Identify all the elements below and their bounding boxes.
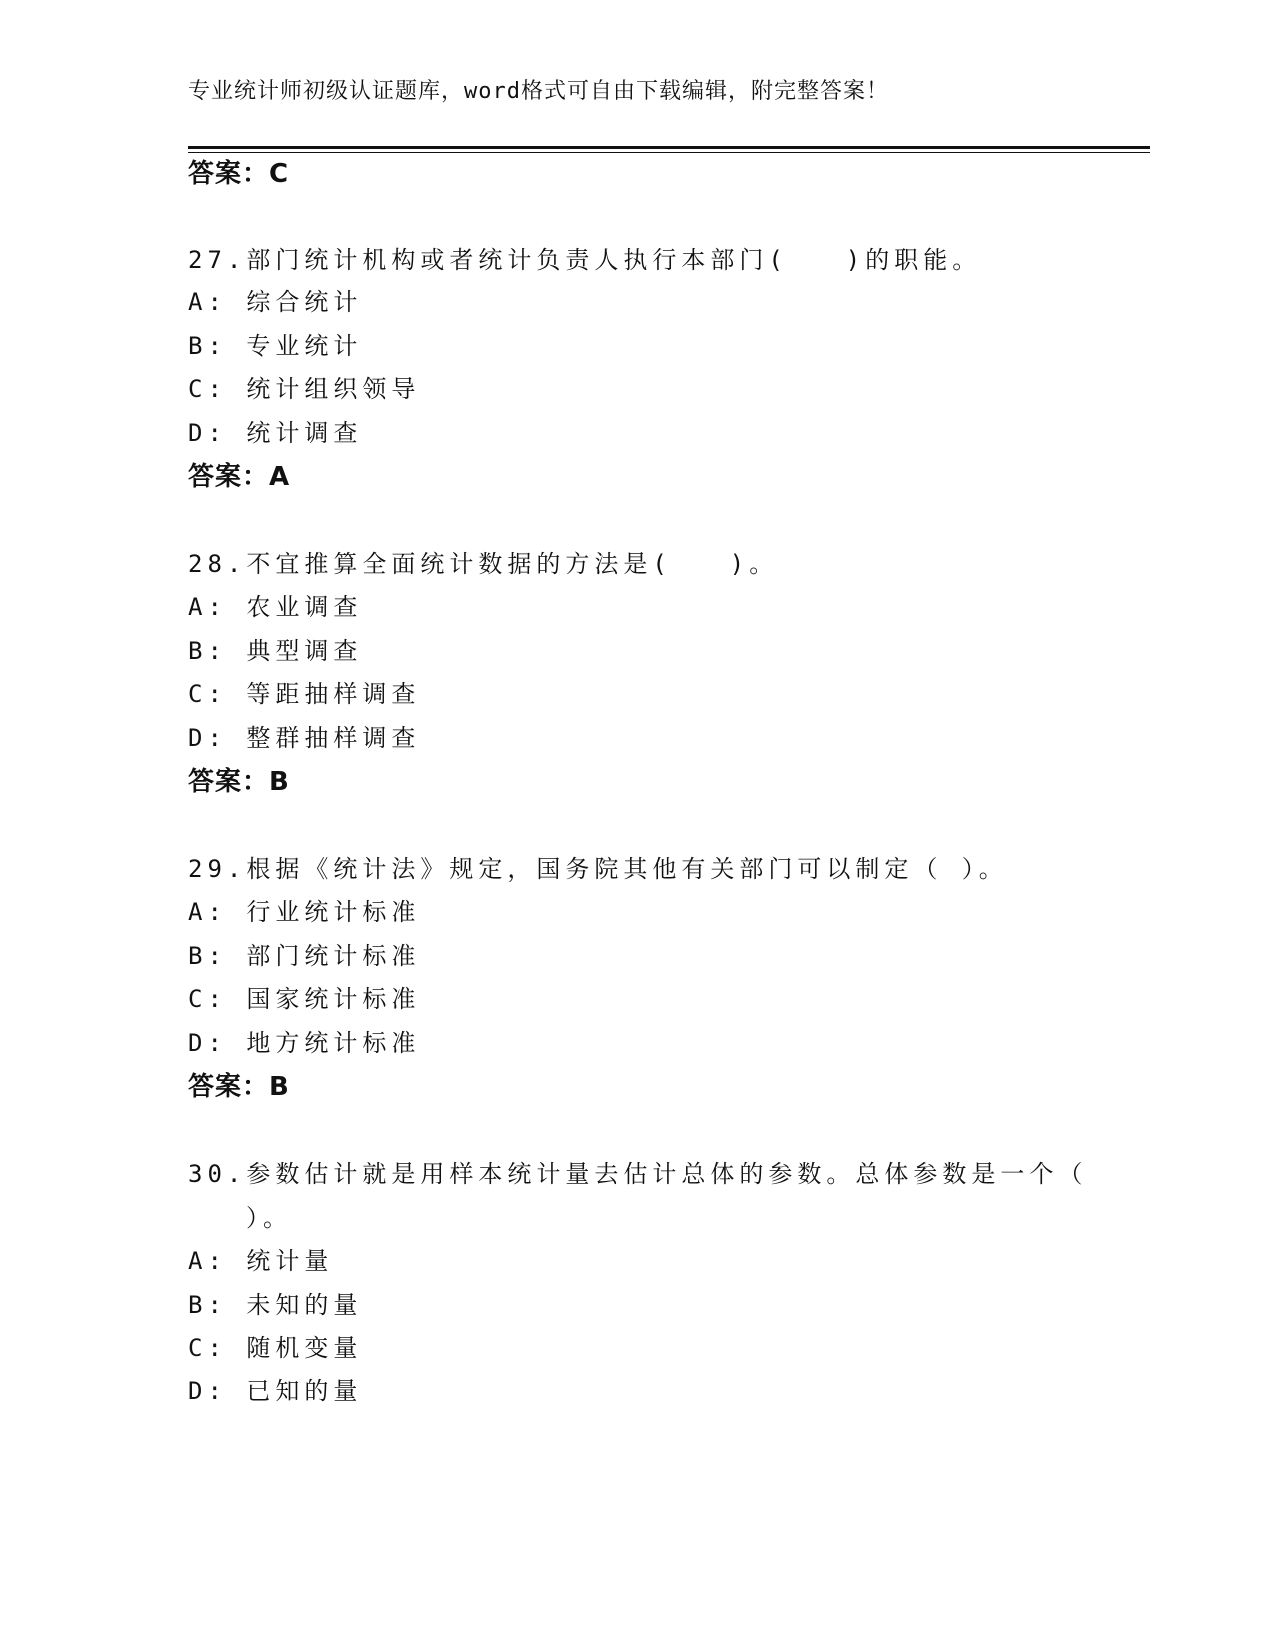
question-30-option-a: A: 统计量	[188, 1247, 334, 1275]
question-30-option-d: D: 已知的量	[188, 1377, 363, 1405]
question-28-option-b: B: 典型调查	[188, 637, 363, 665]
question-30-stem-continued: ）。	[188, 1204, 292, 1232]
answer-q29: 答案：B	[188, 1072, 290, 1102]
question-29-option-b: B: 部门统计标准	[188, 942, 421, 970]
answer-q28: 答案：B	[188, 767, 290, 797]
question-30-option-b: B: 未知的量	[188, 1291, 363, 1319]
question-27-stem: 27.部门统计机构或者统计负责人执行本部门( )的职能。	[188, 246, 982, 274]
question-28-option-c: C: 等距抽样调查	[188, 680, 421, 708]
question-30-stem: 30.参数估计就是用样本统计量去估计总体的参数。总体参数是一个（	[188, 1160, 1088, 1188]
question-28-option-d: D: 整群抽样调查	[188, 724, 421, 752]
question-27-option-c: C: 统计组织领导	[188, 375, 421, 403]
question-29-option-c: C: 国家统计标准	[188, 985, 421, 1013]
question-28-option-a: A: 农业调查	[188, 593, 363, 621]
answer-q27: 答案：A	[188, 462, 291, 492]
question-29-stem: 29.根据《统计法》规定，国务院其他有关部门可以制定（ ）。	[188, 855, 1008, 883]
question-29-option-d: D: 地方统计标准	[188, 1029, 421, 1057]
question-27-option-d: D: 统计调查	[188, 419, 363, 447]
question-28-stem: 28.不宜推算全面统计数据的方法是( )。	[188, 550, 779, 578]
question-30-option-c: C: 随机变量	[188, 1334, 363, 1362]
question-27-option-a: A: 综合统计	[188, 288, 363, 316]
header-divider	[188, 146, 1150, 153]
answer-q26: 答案：C	[188, 159, 290, 189]
question-29-option-a: A: 行业统计标准	[188, 898, 421, 926]
question-27-option-b: B: 专业统计	[188, 332, 363, 360]
page-header: 专业统计师初级认证题库，word格式可自由下载编辑，附完整答案！	[188, 79, 889, 104]
